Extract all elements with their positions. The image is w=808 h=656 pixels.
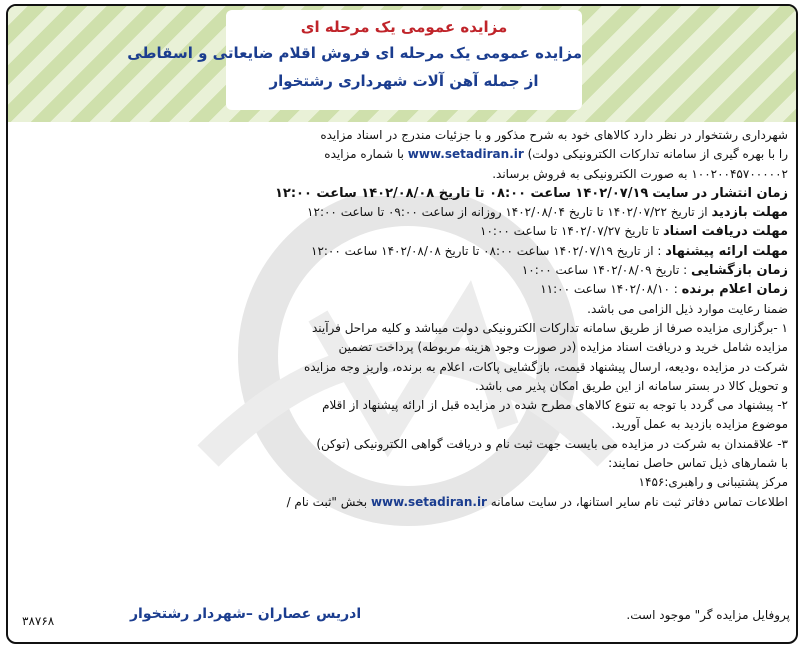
docs-deadline-row (18, 222, 788, 241)
mayor-signature: ادریس عصاران –شهردار رشتخوار (130, 606, 362, 622)
rule-1-line: و تحویل کالا در بستر سامانه از این طریق امکان پذیر می باشد. (475, 378, 788, 393)
visit-deadline-row (18, 203, 788, 222)
winner-time-row (18, 280, 788, 299)
intro-line (18, 145, 788, 164)
rule-3-line: ۳- علاقمندان به شرکت در مزایده می بایست جهت ثبت نام و دریافت گواهی الکترونیکی (توکن) (316, 436, 788, 451)
rules-intro: ضمنا رعایت موارد ذیل الزامی می باشد. (587, 301, 788, 316)
header-title-panel (127, 10, 582, 110)
offer-deadline-label: مهلت ارائه پیشنهاد (665, 243, 788, 259)
publish-time-row (18, 184, 788, 203)
setadiran-link[interactable]: www.setadiran.ir (370, 494, 487, 509)
opening-time-label: زمان بازگشایی (691, 263, 788, 279)
winner-time-value: : ۱۴۰۲/۰۸/۱۰ ساعت ۱۱:۰۰ (540, 282, 678, 297)
advertisement-frame (6, 4, 798, 644)
intro-text: با شماره مزایده (324, 147, 408, 162)
support-center: مرکز پشتیبانی و راهبری:۱۴۵۶ (638, 475, 788, 490)
offer-deadline-value: : از تاریخ ۱۴۰۲/۰۷/۱۹ ساعت ۰۸:۰۰ تا تاریخ ۱۴۰۲/۰۸/۰۸ ساعت ۱۲:۰۰ (311, 243, 662, 258)
intro-text: را با بهره گیری از سامانه تدارکات الکترونیکی دولت) (523, 147, 788, 162)
winner-time-label: زمان اعلام برنده (681, 282, 788, 298)
auction-label: مزایده عمومی یک مرحله ای (300, 18, 508, 36)
auction-title-line-1: مزایده عمومی یک مرحله ای فروش اقلام ضایعاتی و اسقاطی (127, 44, 582, 62)
setadiran-link[interactable]: www.setadiran.ir (407, 147, 524, 162)
auction-title-line-2: از جمله آهن آلات شهرداری رشتخوار (269, 72, 539, 90)
rule-2-line: موضوع مزایده بازدید به عمل آورید. (611, 417, 788, 432)
rule-3-line: با شمارهای ذیل تماس حاصل نمایند: (608, 456, 788, 471)
footer (20, 606, 790, 636)
visit-deadline-value: از تاریخ ۱۴۰۲/۰۷/۲۲ تا تاریخ ۱۴۰۲/۰۸/۰۴ روزانه از ساعت ۰۹:۰۰ تا ساعت ۱۲:۰۰ (307, 205, 708, 220)
announcement-body (18, 126, 788, 512)
contact-info-text: اطلاعات تماس دفاتر ثبت نام سایر استانها، در سایت سامانه (486, 494, 788, 509)
rule-1-line: شرکت در مزایده ،ودیعه، ارسال پیشنهاد قیمت، بازگشایی پاکات، اعلام به برنده، واریز وجه مزایده (304, 359, 788, 374)
publish-time-value: ۱۴۰۲/۰۷/۱۹ ساعت ۰۸:۰۰ تا تاریخ ۱۴۰۲/۰۸/۰۸ ساعت ۱۲:۰۰ (274, 185, 649, 201)
opening-time-row (18, 261, 788, 280)
profile-line: پروفایل مزایده گر" موجود است. (626, 608, 790, 622)
docs-deadline-value: تا تاریخ ۱۴۰۲/۰۷/۲۷ تا ساعت ۱۰:۰۰ (480, 224, 660, 239)
rule-1-line: مزایده شامل خرید و دریافت اسناد مزایده (در صورت وجود هزینه مربوطه) پرداخت تضمین (338, 340, 788, 355)
visit-deadline-label: مهلت بازدید (711, 205, 788, 221)
rule-2-line: ۲- پیشنهاد می گردد با توجه به تنوع کالاهای مطرح شده در مزایده قبل از ارائه پیشنهاد از اقلام (322, 398, 788, 413)
offer-deadline-row (18, 242, 788, 261)
intro-line: شهرداری رشتخوار در نظر دارد کالاهای خود به شرح مذکور و با جزئیات مندرج در اسناد مزایده (320, 128, 788, 142)
contact-info-text: بخش "ثبت نام / (286, 494, 371, 509)
publish-time-label: زمان انتشار در سایت (652, 185, 788, 201)
header-banner (8, 6, 796, 122)
opening-time-value: : تاریخ ۱۴۰۲/۰۸/۰۹ ساعت ۱۰:۰۰ (521, 263, 688, 278)
rule-1-line: ۱ -برگزاری مزایده صرفا از طریق سامانه تدارکات الکترونیکی دولت میباشد و کلیه مراحل فرآیند (311, 320, 788, 335)
intro-line: ۱۰۰۲۰۰۴۵۷۰۰۰۰۰۲ به صورت الکترونیکی به فروش برساند. (492, 166, 788, 181)
docs-deadline-label: مهلت دریافت اسناد (662, 224, 788, 240)
contact-info-line (18, 493, 788, 512)
ad-code: ۳۸۷۶۸ (22, 614, 55, 628)
